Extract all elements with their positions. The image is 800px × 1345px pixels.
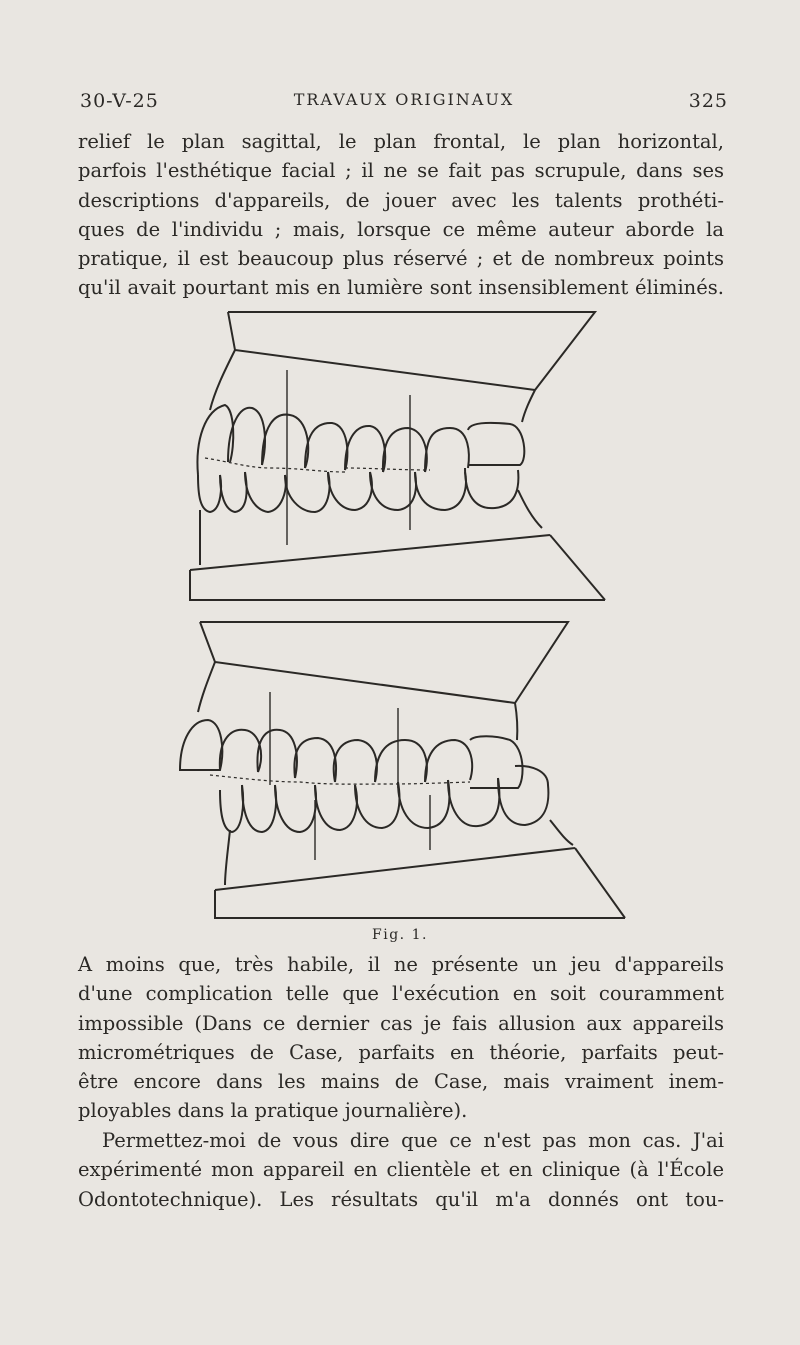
- figure-caption: Fig. 1.: [372, 927, 428, 943]
- text-line: relief le plan sagittal, le plan frontal, le plan horizontal,: [78, 130, 724, 153]
- occlusion-diagram-upper: [190, 312, 605, 600]
- text-line: expérimenté mon appareil en clientèle et en clinique (à l'École: [78, 1158, 724, 1182]
- text-line: impossible (Dans ce dernier cas je fais allusion aux appareils: [78, 1011, 724, 1035]
- text-line: parfois l'esthétique facial ; il ne se fait pas scrupule, dans ses: [78, 159, 724, 183]
- text-line: descriptions d'appareils, de jouer avec les talents prothéti-: [78, 188, 724, 212]
- text-line: ployables dans la pratique journalière).: [78, 1099, 468, 1123]
- text-line: Odontotechnique). Les résultats qu'il m'a donnés ont tou-: [78, 1187, 724, 1211]
- header-page-number: 325: [688, 90, 728, 112]
- paragraph-intro: [78, 127, 724, 303]
- text-line: Permettez-moi de vous dire que ce n'est pas mon cas. J'ai: [102, 1129, 724, 1152]
- text-line: pratique, il est beaucoup plus réservé ; et de nombreux points: [78, 247, 724, 271]
- text-line: ques de l'individu ; mais, lorsque ce même auteur aborde la: [78, 217, 724, 241]
- dental-occlusion-figure: [170, 300, 630, 920]
- text-line: A moins que, très habile, il ne présente un jeu d'appareils: [78, 953, 724, 976]
- occlusion-diagram-lower: [180, 622, 625, 918]
- text-line: être encore dans les mains de Case, mais vraiment inem-: [78, 1070, 724, 1094]
- header-date: 30-V-25: [80, 90, 159, 112]
- header-section-title: TRAVAUX ORIGINAUX: [293, 90, 515, 109]
- text-line: d'une complication telle que l'exécution en soit couramment: [78, 982, 724, 1006]
- running-header: [80, 90, 728, 116]
- text-line: qu'il avait pourtant mis en lumière sont insensiblement éliminés.: [78, 276, 724, 300]
- text-line: micrométriques de Case, parfaits en théorie, parfaits peut-: [78, 1040, 724, 1064]
- paragraph-complication: [78, 950, 724, 1126]
- paragraph-experience: [78, 1126, 724, 1214]
